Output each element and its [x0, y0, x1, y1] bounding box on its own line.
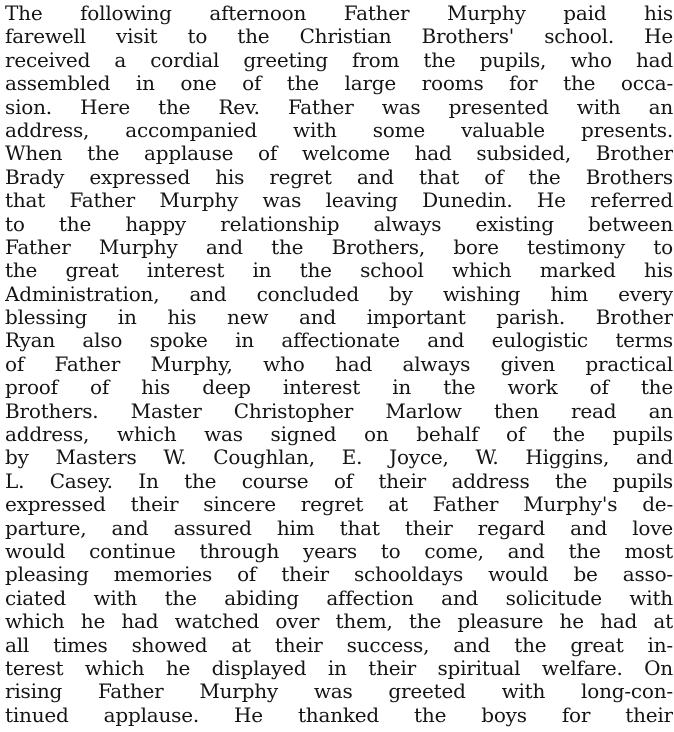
article-line-11: Father Murphy and the Brothers, bore testimony to	[5, 235, 673, 259]
article-line-22: expressed their sincere regret at Father Murphy's de-	[5, 493, 673, 517]
article-line-27: which he had watched over them, the pleasure he had at	[5, 610, 673, 634]
article-line-7: When the applause of welcome had subsided, Brother	[5, 142, 673, 166]
article-line-9: that Father Murphy was leaving Dunedin. He referred	[5, 189, 673, 213]
article-line-21: L. Casey. In the course of their address the pupils	[5, 469, 673, 493]
article-line-5: sion. Here the Rev. Father was presented with an	[5, 95, 673, 119]
article-line-8: Brady expressed his regret and that of the Brothers	[5, 165, 673, 189]
article-line-16: of Father Murphy, who had always given practical	[5, 352, 673, 376]
article-line-20: by Masters W. Coughlan, E. Joyce, W. Higgins, and	[5, 446, 673, 470]
article-line-28: all times showed at their success, and the great in-	[5, 633, 673, 657]
article-line-2: farewell visit to the Christian Brothers' school. He	[5, 25, 673, 49]
article-line-24: would continue through years to come, and the most	[5, 539, 673, 563]
article-line-13: Administration, and concluded by wishing him every	[5, 282, 673, 306]
article-line-31: tinued applause. He thanked the boys for their	[5, 703, 673, 727]
article-line-18: Brothers. Master Christopher Marlow then read an	[5, 399, 673, 423]
article-line-17: proof of his deep interest in the work of the	[5, 376, 673, 400]
article-column	[5, 2, 673, 727]
article-line-3: received a cordial greeting from the pupils, who had	[5, 48, 673, 72]
article-line-10: to the happy relationship always existing between	[5, 212, 673, 236]
article-line-14: blessing in his new and important parish. Brother	[5, 306, 673, 330]
article-line-29: terest which he displayed in their spiritual welfare. On	[5, 656, 673, 680]
article-line-1: The following afternoon Father Murphy paid his	[5, 2, 673, 25]
article-line-19: address, which was signed on behalf of the pupils	[5, 423, 673, 447]
article-line-25: pleasing memories of their schooldays would be asso-	[5, 563, 673, 587]
article-line-4: assembled in one of the large rooms for the occa-	[5, 72, 673, 96]
article-line-30: rising Father Murphy was greeted with long-con-	[5, 680, 673, 704]
article-line-6: address, accompanied with some valuable presents.	[5, 118, 673, 142]
article-line-26: ciated with the abiding affection and solicitude with	[5, 586, 673, 610]
article-line-12: the great interest in the school which marked his	[5, 259, 673, 283]
article-line-23: parture, and assured him that their regard and love	[5, 516, 673, 540]
article-line-15: Ryan also spoke in affectionate and eulogistic terms	[5, 329, 673, 353]
